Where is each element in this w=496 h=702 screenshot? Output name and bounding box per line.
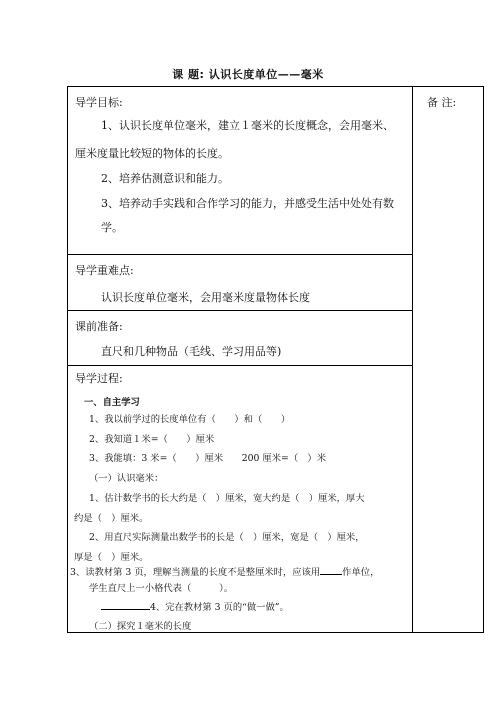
remarks-column-divider (412, 86, 413, 633)
preparation-heading: 课前准备: (75, 320, 123, 333)
question-3: 3、我能填：3 米=（ ）厘米 200 厘米=（ ）米 (89, 453, 327, 464)
question-1: 1、我以前学过的长度单位有（ ）和（ ） (89, 414, 291, 425)
exercise-1: 1、估计数学书的长大约是（ ）厘米，宽大约是（ ）厘米，厚大 (89, 493, 365, 504)
reading-4 (101, 599, 289, 613)
goal-item-3: 3、培养动手实践和合作学习的能力，并感受生活中处处有数 (101, 197, 394, 210)
row-divider-preparation (67, 365, 413, 366)
reading-3-unit: 作单位， (342, 567, 380, 578)
goals-heading: 导学目标: (75, 96, 123, 109)
goal-item-3-cont: 学。 (101, 221, 123, 234)
exercise-2-cont: 厚是（ ）厘米。 (74, 552, 149, 563)
section-self-study: 一、自主学习 (84, 397, 140, 408)
row-divider-goals (67, 254, 413, 255)
reading-3-cont: 学生直尺上一小格代表（ ）。 (89, 583, 234, 594)
row-divider-keypoints (67, 310, 413, 311)
reading-3-text: 3、读教材第 3 页，理解当测量的长度不是整厘米时，应该用 (70, 567, 321, 578)
reading-3 (70, 564, 379, 578)
keypoints-heading: 导学重难点: (75, 264, 134, 277)
page-title: 课 题: 认识长度单位——毫米 (172, 68, 324, 81)
subsection-know-mm: （一）认识毫米： (89, 473, 164, 484)
remarks-label: 备 注: (427, 96, 457, 109)
process-heading: 导学过程: (75, 372, 123, 385)
answer-blank (320, 565, 342, 575)
subsection-explore-1mm: （二）探究１毫米的长度 (89, 621, 192, 632)
exercise-2: 2、用直尺实际测量出数学书的长是（ ）厘米，宽是（ ）厘米， (89, 532, 365, 543)
exercise-1-cont: 约是（ ）厘米。 (74, 513, 149, 524)
answer-blank (101, 600, 150, 610)
goal-item-2: 2、培养估测意识和能力。 (101, 172, 229, 185)
keypoints-text: 认识长度单位毫米，会用毫米度量物体长度 (101, 291, 310, 304)
goal-item-1: 1、认识长度单位毫米，建立１毫米的长度概念，会用毫米、 (101, 119, 394, 132)
question-2: 2、我知道１米=（ ）厘米 (89, 434, 215, 445)
reading-4-text: 4、完在教材第 3 页的“做一做”。 (150, 602, 289, 613)
preparation-text: 直尺和几种物品（毛线、学习用品等) (101, 345, 282, 358)
goal-item-1-cont: 厘米度量比较短的物体的长度。 (75, 147, 229, 160)
